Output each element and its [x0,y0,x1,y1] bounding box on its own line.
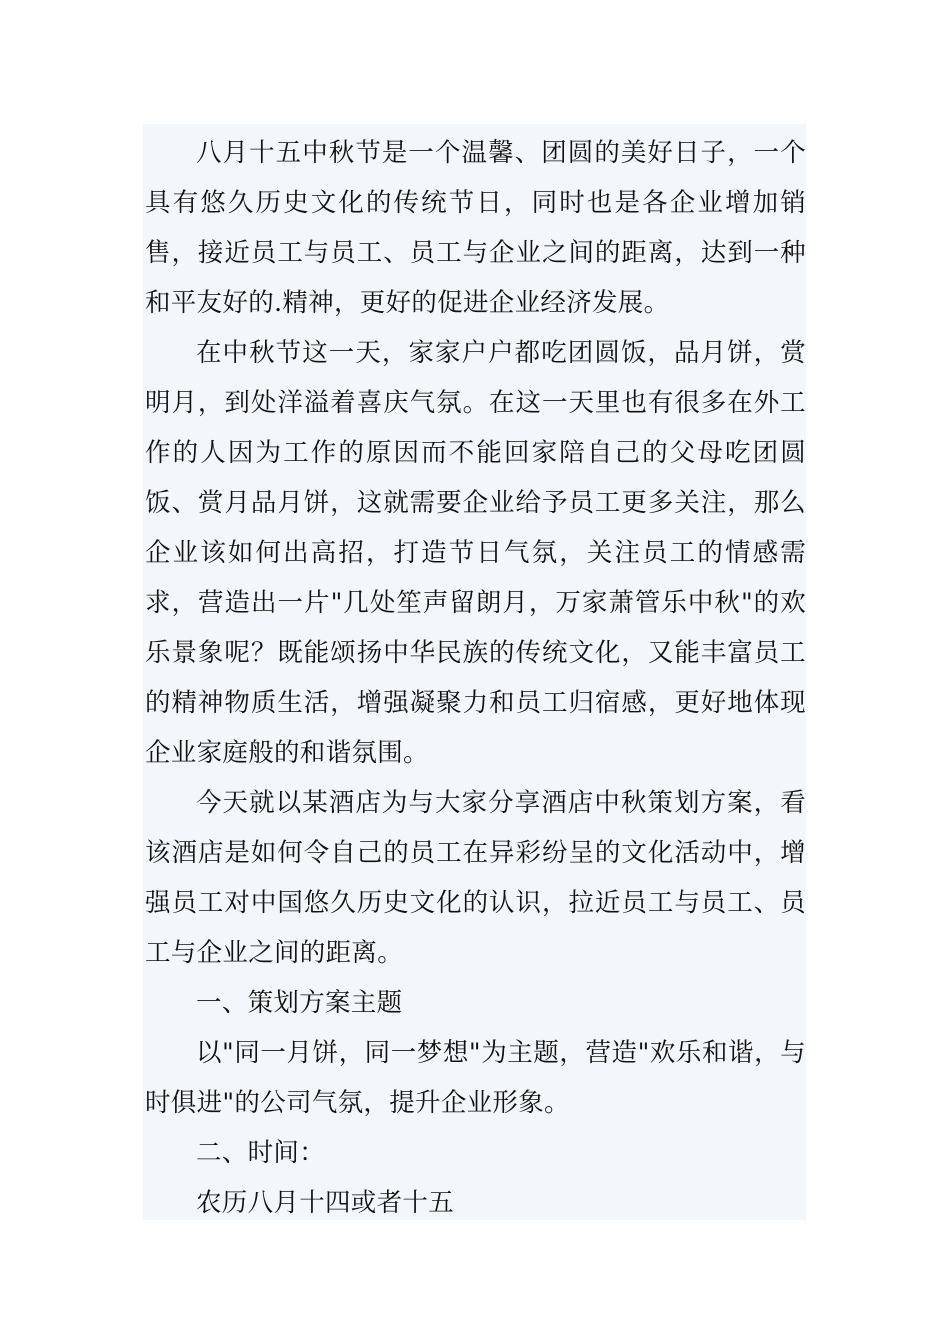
paragraph-time: 农历八月十四或者十五 [196,1188,455,1218]
section-heading-time: 二、时间： [196,1138,326,1168]
paragraph-intro: 八月十五中秋节是一个温馨、团圆的美好日子，一个具有悠久历史文化的传统节日，同时也是各企业增加销售，接近员工与员工、员工与企业之间的距离，达到一种和平友好的.精神，更好的促进企业经济发展。 [145,138,806,318]
document-body [143,124,806,1220]
section-heading-theme: 一、策划方案主题 [196,988,403,1018]
paragraph-festival: 在中秋节这一天，家家户户都吃团圆饭，品月饼，赏明月，到处洋溢着喜庆气氛。在这一天里也有很多在外工作的人因为工作的原因而不能回家陪自己的父母吃团圆饭、赏月品月饼，这就需要企业给予员工更多关注，那么企业该如何出高招，打造节日气氛，关注员工的情感需求，营造出一片"几处笙声留朗月，万家萧管乐中秋"的欢乐景象呢？既能颂扬中华民族的传统文化，又能丰富员工的精神物质生活，增强凝聚力和员工归宿感，更好地体现企业家庭般的和谐氛围。 [145,338,806,768]
paragraph-theme: 以"同一月饼，同一梦想"为主题，营造"欢乐和谐，与时俱进"的公司气氛，提升企业形象。 [145,1038,806,1118]
paragraph-hotel: 今天就以某酒店为与大家分享酒店中秋策划方案，看该酒店是如何令自己的员工在异彩纷呈的文化活动中，增强员工对中国悠久历史文化的认识，拉近员工与员工、员工与企业之间的距离。 [145,788,806,968]
